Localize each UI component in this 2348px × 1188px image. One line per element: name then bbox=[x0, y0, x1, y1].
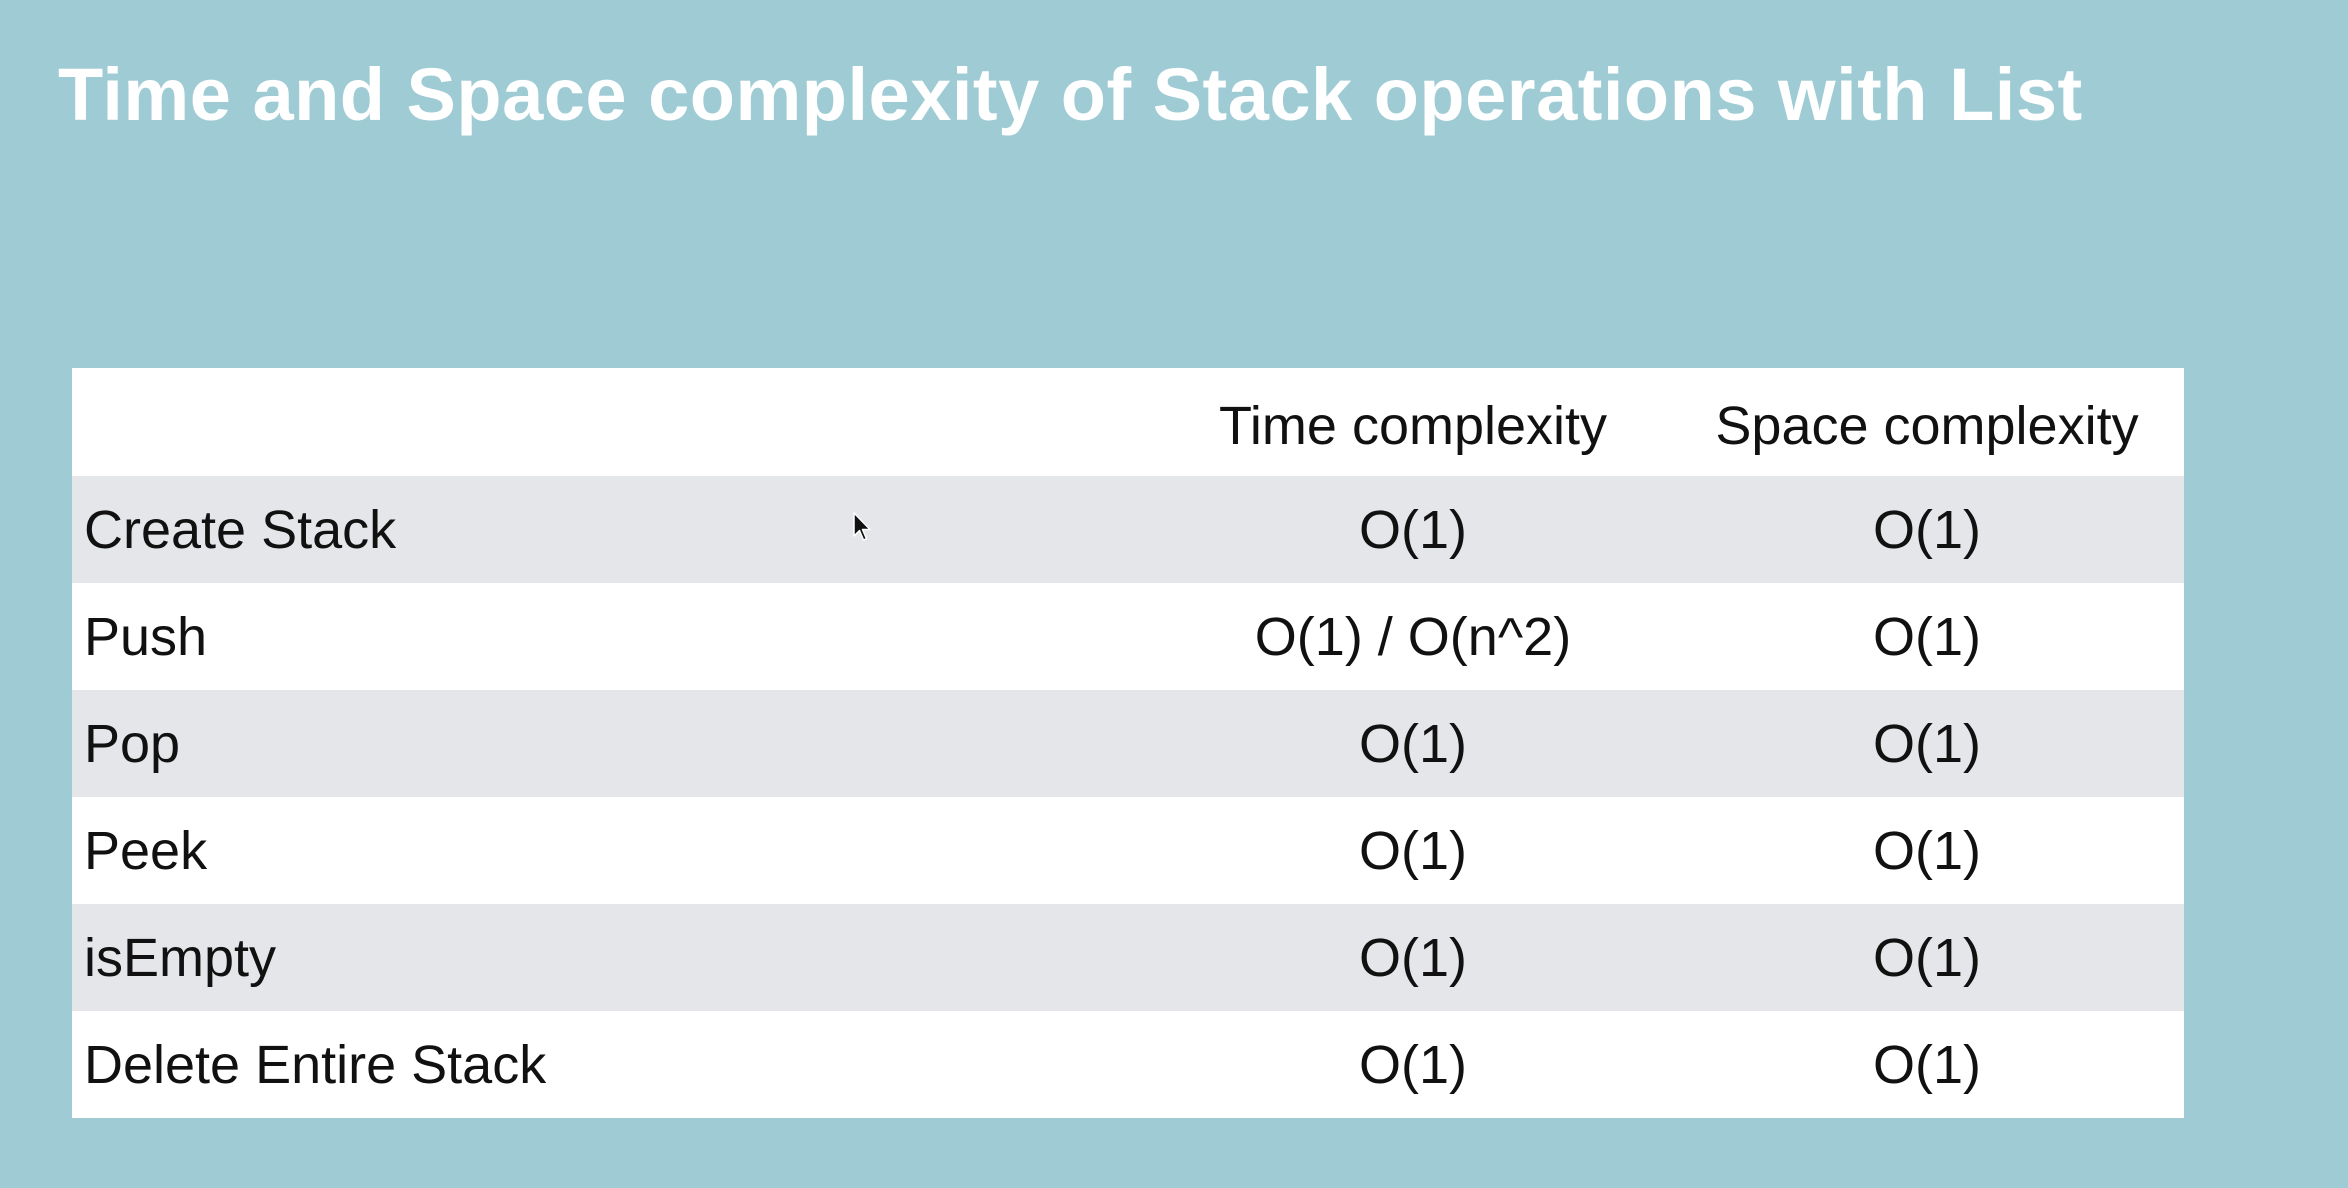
space-complexity-cell: O(1) bbox=[1873, 606, 1981, 667]
time-complexity-cell: O(1) bbox=[1359, 1034, 1467, 1095]
header-space-complexity: Space complexity bbox=[1715, 396, 2139, 456]
time-complexity-cell: O(1) bbox=[1359, 713, 1467, 774]
space-complexity-cell: O(1) bbox=[1873, 927, 1981, 988]
operation-cell: Create Stack bbox=[84, 499, 397, 560]
operation-cell: Push bbox=[84, 606, 208, 667]
table-row bbox=[72, 904, 2184, 1011]
mouse-pointer-icon bbox=[852, 512, 874, 544]
time-complexity-cell: O(1) bbox=[1359, 499, 1467, 560]
operation-cell: Delete Entire Stack bbox=[84, 1034, 547, 1095]
space-complexity-cell: O(1) bbox=[1873, 499, 1981, 560]
time-complexity-cell: O(1) / O(n^2) bbox=[1254, 606, 1572, 667]
complexity-table bbox=[72, 368, 2184, 1118]
complexity-table-container bbox=[72, 368, 2184, 1118]
operation-cell: Peek bbox=[84, 820, 208, 881]
time-complexity-cell: O(1) bbox=[1359, 820, 1467, 881]
space-complexity-cell: O(1) bbox=[1873, 713, 1981, 774]
operation-cell: isEmpty bbox=[84, 927, 277, 988]
table-row bbox=[72, 476, 2184, 583]
operation-cell: Pop bbox=[84, 713, 181, 774]
table-row bbox=[72, 583, 2184, 690]
table-row bbox=[72, 690, 2184, 797]
table-header-row bbox=[72, 368, 2184, 476]
space-complexity-cell: O(1) bbox=[1873, 820, 1981, 881]
header-operation bbox=[72, 368, 1156, 476]
time-complexity-cell: O(1) bbox=[1359, 927, 1467, 988]
table-row bbox=[72, 1011, 2184, 1118]
table-row bbox=[72, 797, 2184, 904]
space-complexity-cell: O(1) bbox=[1873, 1034, 1981, 1095]
slide-title: Time and Space complexity of Stack operations with List bbox=[58, 53, 2083, 136]
header-time-complexity: Time complexity bbox=[1218, 396, 1608, 456]
